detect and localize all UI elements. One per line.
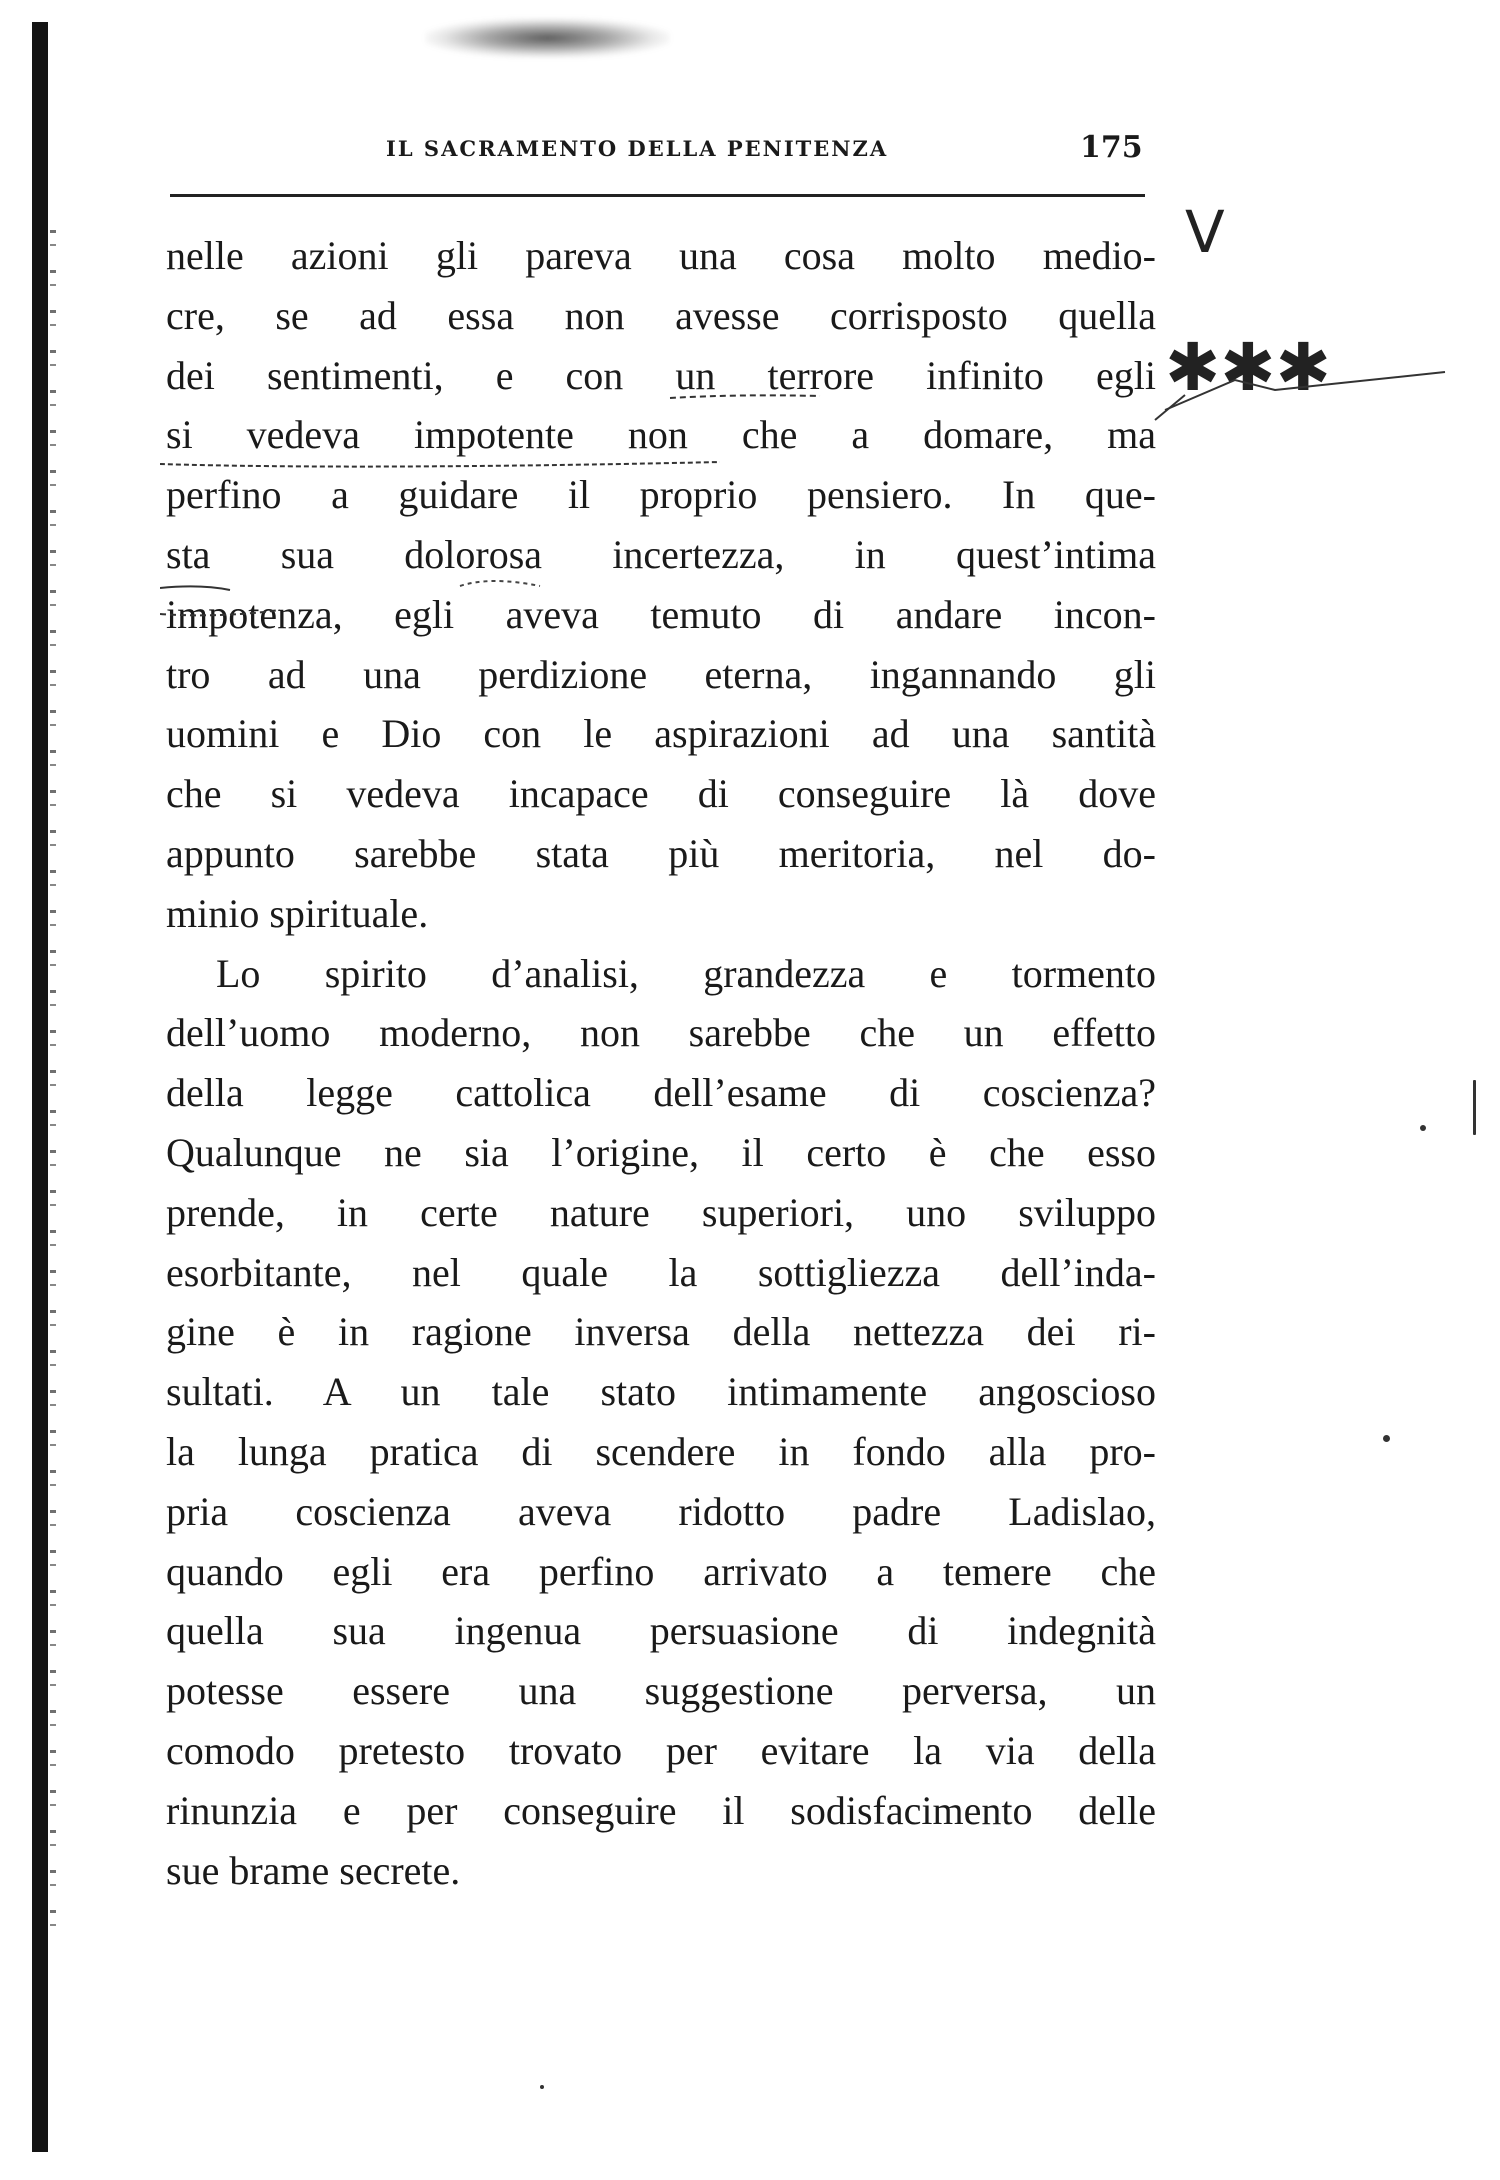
text-line: quando egli era perfino arrivato a temere che [166, 1548, 1156, 1594]
check-mark: V [1185, 198, 1225, 266]
stray-mark [1420, 1125, 1426, 1131]
text-line: Qualunque ne sia l’origine, il certo è che esso [166, 1129, 1156, 1175]
text-line: uomini e Dio con le aspirazioni ad una santità [166, 711, 1156, 757]
text-line: si vedeva impotente non che a domare, ma [166, 412, 1156, 458]
marginal-stars: ✱✱✱ [1165, 329, 1331, 406]
stray-mark [1383, 1435, 1390, 1442]
text-line: comodo pretesto trovato per evitare la via della [166, 1727, 1156, 1773]
text-line: gine è in ragione inversa della nettezza dei ri- [166, 1309, 1156, 1355]
text-line: sta sua dolorosa incertezza, in quest’intima [166, 531, 1156, 577]
text-line: la lunga pratica di scendere in fondo alla pro- [166, 1428, 1156, 1474]
text-line: dell’uomo moderno, non sarebbe che un effetto [166, 1010, 1156, 1056]
pencil-underlines [160, 352, 1160, 672]
text-line: potesse essere una suggestione perversa, un [166, 1668, 1156, 1714]
text-line: appunto sarebbe stata più meritoria, nel do- [166, 830, 1156, 876]
ink-smudge [425, 18, 670, 58]
text-line: della legge cattolica dell’esame di coscienza? [166, 1070, 1156, 1116]
text-line: Lo spirito d’analisi, grandezza e tormento [216, 950, 1156, 996]
binding-edge [32, 22, 48, 2152]
binding-speckle [50, 230, 56, 1930]
text-line: sultati. A un tale stato intimamente angoscioso [166, 1369, 1156, 1415]
text-line: esorbitante, nel quale la sottigliezza dell’inda- [166, 1249, 1156, 1295]
text-line: dei sentimenti, e con un terrore infinito egli [166, 352, 1156, 398]
text-line: perfino a guidare il proprio pensiero. In que- [166, 472, 1156, 518]
text-line: nelle azioni gli pareva una cosa molto medio- [166, 233, 1156, 278]
page-number: 175 [1080, 130, 1143, 165]
text-line: cre, se ad essa non avesse corrisposto quella [166, 292, 1156, 338]
text-line: tro ad una perdizione eterna, ingannando gli [166, 651, 1156, 697]
text-line: quella sua ingenua persuasione di indegnità [166, 1608, 1156, 1654]
stray-mark [540, 2085, 544, 2089]
stray-mark [1473, 1080, 1476, 1135]
text-line: prende, in certe nature superiori, uno sviluppo [166, 1189, 1156, 1235]
text-line: sue brame secrete. [166, 1847, 461, 1893]
text-line: pria coscienza aveva ridotto padre Ladislao, [166, 1488, 1156, 1534]
text-line: che si vedeva incapace di conseguire là dove [166, 771, 1156, 817]
text-line: rinunzia e per conseguire il sodisfacimento delle [166, 1787, 1156, 1833]
text-line: minio spirituale. [166, 890, 429, 936]
header-rule [170, 194, 1145, 197]
marginal-annotations [1145, 190, 1455, 520]
text-line: impotenza, egli aveva temuto di andare incon- [166, 591, 1156, 637]
running-title: IL SACRAMENTO DELLA PENITENZA [386, 136, 889, 161]
